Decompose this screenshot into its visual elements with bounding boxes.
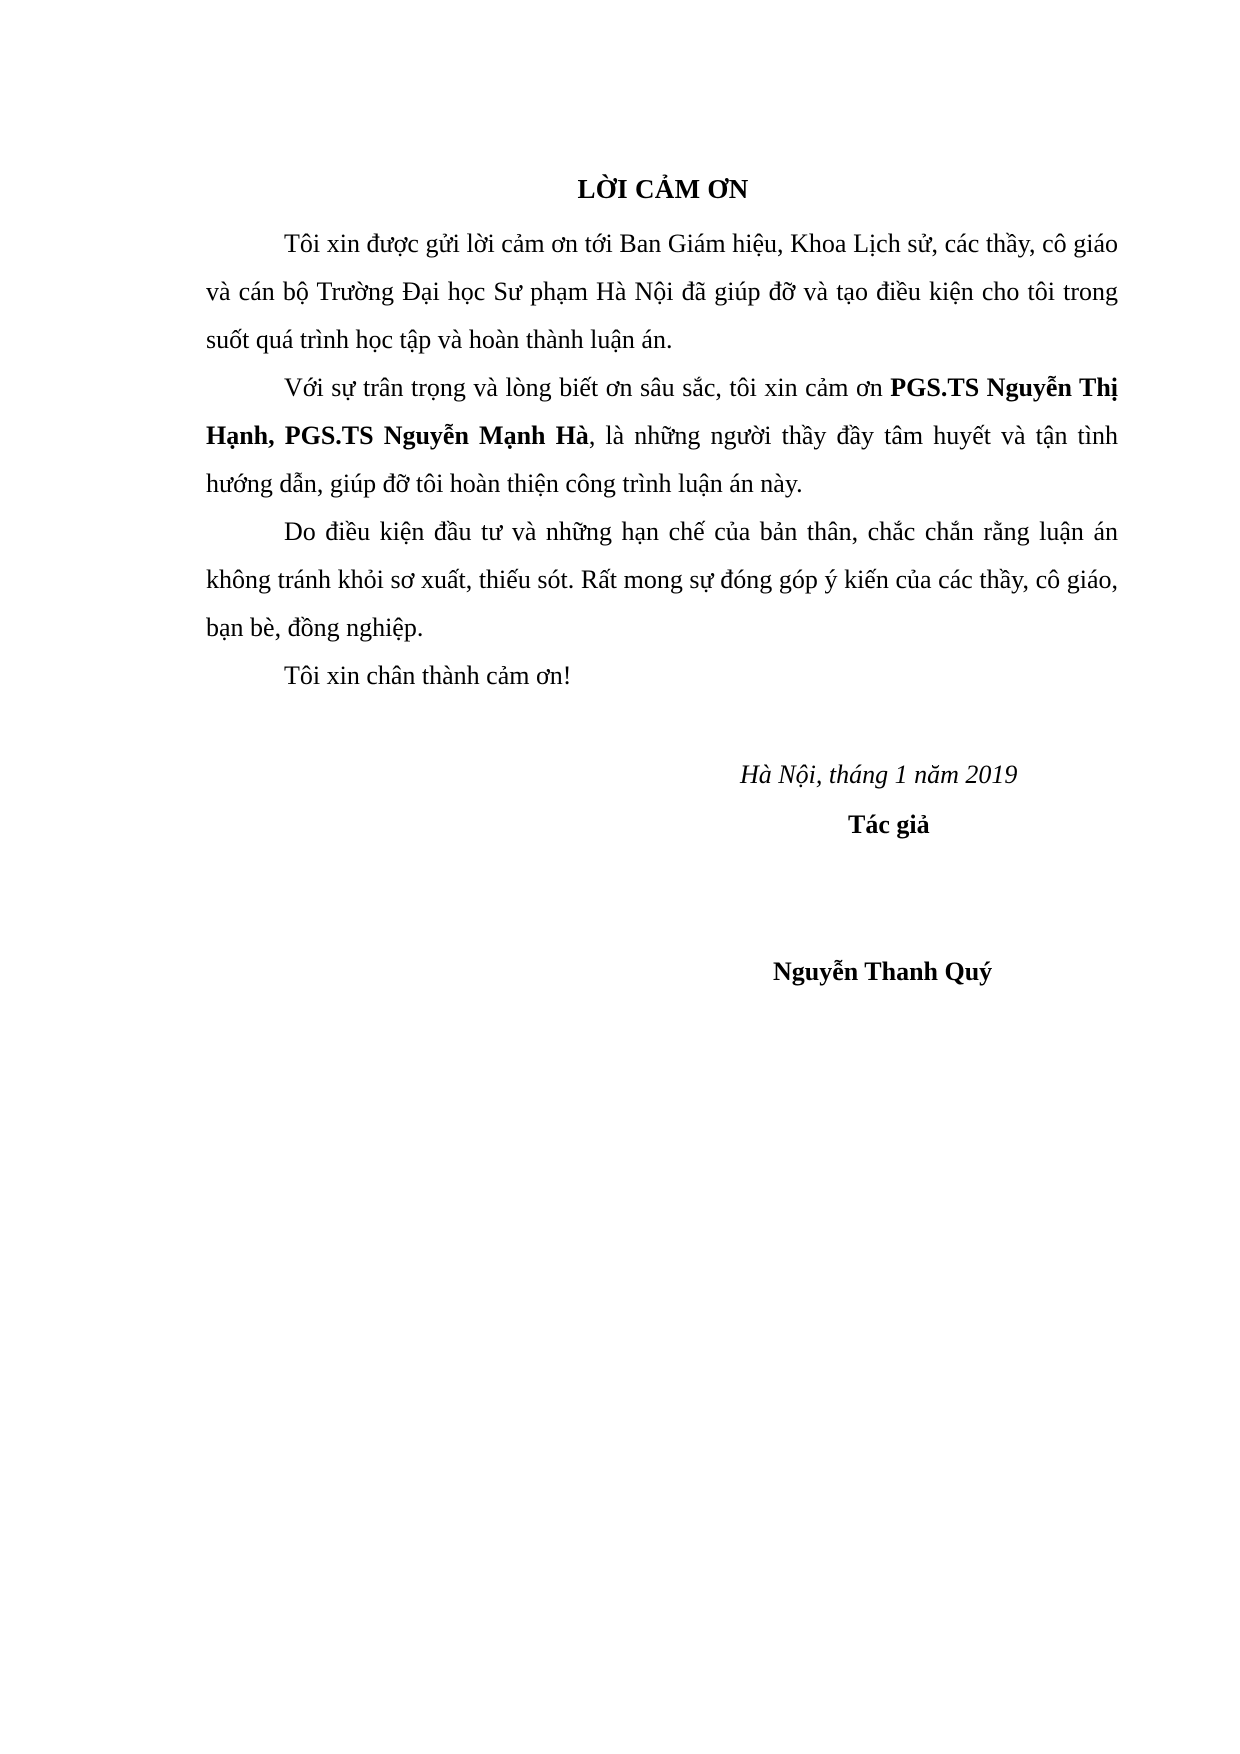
paragraph-advisors-intro: Với sự trân trọng và lòng biết ơn sâu sắc, tôi xin cảm ơn bbox=[284, 373, 891, 402]
signature-role: Tác giả bbox=[848, 810, 930, 839]
page-title: LỜI CẢM ƠN bbox=[577, 174, 749, 204]
paragraph-thanks: Tôi xin chân thành cảm ơn! bbox=[284, 661, 572, 690]
paragraph-advisors-rest: , là những người thầy đầy tâm huyết và tận tình hướng dẫn, giúp đỡ tôi hoàn thiện công trình luận án này. bbox=[206, 421, 1118, 498]
advisor-names: PGS.TS Nguyễn Thị Hạnh, PGS.TS Nguyễn Mạnh Hà bbox=[206, 373, 1119, 450]
paragraph-gratitude-school: Tôi xin được gửi lời cảm ơn tới Ban Giám hiệu, Khoa Lịch sử, các thầy, cô giáo và cán bộ Trường Đại học Sư phạm Hà Nội đã giúp đỡ và tạo điều kiện cho tôi trong suốt quá trình học tập và hoàn thành luận án. bbox=[206, 229, 1118, 354]
signature-place-date: Hà Nội, tháng 1 năm 2019 bbox=[740, 760, 1018, 789]
paragraph-gratitude-advisors bbox=[206, 364, 1118, 508]
signature-name: Nguyễn Thanh Quý bbox=[773, 957, 993, 986]
acknowledgement-body bbox=[206, 220, 1118, 700]
paragraph-limitations: Do điều kiện đầu tư và những hạn chế của bản thân, chắc chắn rằng luận án không tránh khỏi sơ xuất, thiếu sót. Rất mong sự đóng góp ý kiến của các thầy, cô giáo, bạn bè, đồng nghiệp. bbox=[206, 517, 1118, 642]
